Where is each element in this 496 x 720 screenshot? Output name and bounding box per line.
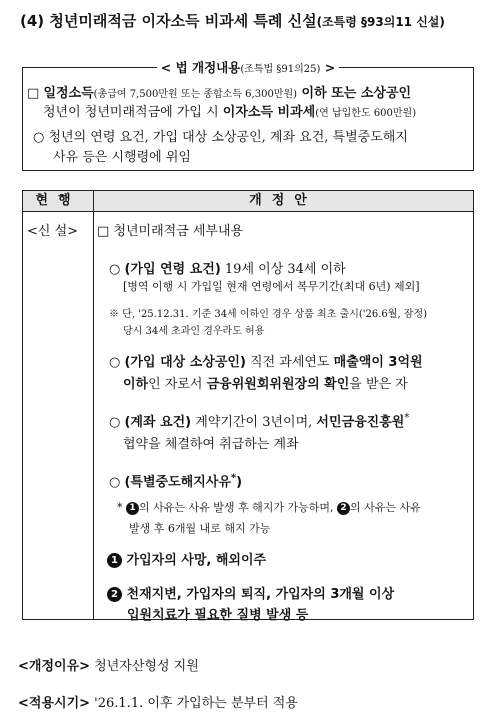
law-para-1: □ 일정소득(총급여 7,500만원 또는 종합소득 6,300만원) 이하 또는 소상공인 <box>27 86 412 101</box>
bullet-icon: ○ <box>109 415 121 430</box>
item-small-business-line2: 이하인 자로서 금융위원회위원장의 확인을 받은 자 <box>123 377 408 392</box>
item-age-note: [병역 이행 시 가입일 현재 연령에서 복무기간(최대 6년) 제외] <box>123 280 420 293</box>
circled-number-2-icon: 2 <box>337 502 350 515</box>
item-age-note2-line2: 당시 34세 초과인 경우라도 허용 <box>123 326 265 337</box>
circled-number-1-icon: 1 <box>107 553 122 568</box>
item-account-line2: 협약을 체결하여 취급하는 계좌 <box>123 437 299 452</box>
item-special-note-line2: 발생 후 6개월 내로 해지 가능 <box>129 522 271 535</box>
circled-number-2-icon: 2 <box>107 587 122 602</box>
header-new: 개정안 <box>249 193 317 208</box>
amendment-reason: <개정이유> 청년자산형성 지원 <box>18 659 199 674</box>
item-special-withdrawal: ○ (특별중도해지사유*) <box>109 472 243 490</box>
law-amendment-box <box>22 60 474 171</box>
table-header <box>23 191 473 212</box>
reason-1: 1 가입자의 사망, 해외이주 <box>107 549 266 568</box>
effective-date: <적용시기> '26.1.1. 이후 가입하는 분부터 적용 <box>18 696 298 711</box>
law-para-1-line2: 청년이 청년미래적금에 가입 시 이자소득 비과세(연 납입한도 600만원) <box>43 105 417 120</box>
item-small-business: ○ (가입 대상 소상공인) 직전 과세연도 매출액이 3억원 <box>109 355 423 370</box>
section-title <box>20 10 445 31</box>
header-current: 현행 <box>35 193 81 208</box>
item-age-note2-line1: ※ 단, '25.12.31. 기준 34세 이하인 경우 상품 최초 출시('26.6월, 잠정) <box>109 309 428 320</box>
checkbox-icon: □ <box>27 86 40 101</box>
title-main: (4) 청년미래적금 이자소득 비과세 특례 신설 <box>20 12 317 30</box>
law-box-heading: < 법 개정내용(조특법 §91의25) > <box>23 58 473 76</box>
reason-2: 2 천재지변, 가입자의 퇴직, 가입자의 3개월 이상 <box>107 583 394 602</box>
row-label-new: <신 설> <box>27 224 79 239</box>
item-age-requirement: ○ (가입 연령 요건) 19세 이상 34세 이하 <box>109 262 346 277</box>
title-sub: (조특령 §93의11 신설) <box>316 15 445 29</box>
checkbox-icon: □ <box>97 224 110 239</box>
item-special-note: * 1 의 사유는 사유 발생 후 해지가 가능하며, 2 의 사유는 사유 <box>117 501 421 514</box>
bullet-icon: ○ <box>109 475 121 490</box>
table-section-title: □ 청년미래적금 세부내용 <box>97 224 244 239</box>
law-para-2-line2: 사유 등은 시행령에 위임 <box>53 150 191 165</box>
bullet-icon: ○ <box>109 355 121 370</box>
amendment-table <box>22 190 474 623</box>
law-para-2: ○ 청년의 연령 요건, 가입 대상 소상공인, 계좌 요건, 특별중도해지 <box>33 130 408 145</box>
bullet-icon: ○ <box>109 262 121 277</box>
column-divider <box>93 191 94 619</box>
circled-number-1-icon: 1 <box>126 502 139 515</box>
reason-2-line2: 입원치료가 필요한 질병 발생 등 <box>127 608 309 623</box>
item-account-requirement: ○ (계좌 요건) 계약기간이 3년이며, 서민금융진흥원* <box>109 412 410 430</box>
bullet-icon: ○ <box>33 130 45 145</box>
